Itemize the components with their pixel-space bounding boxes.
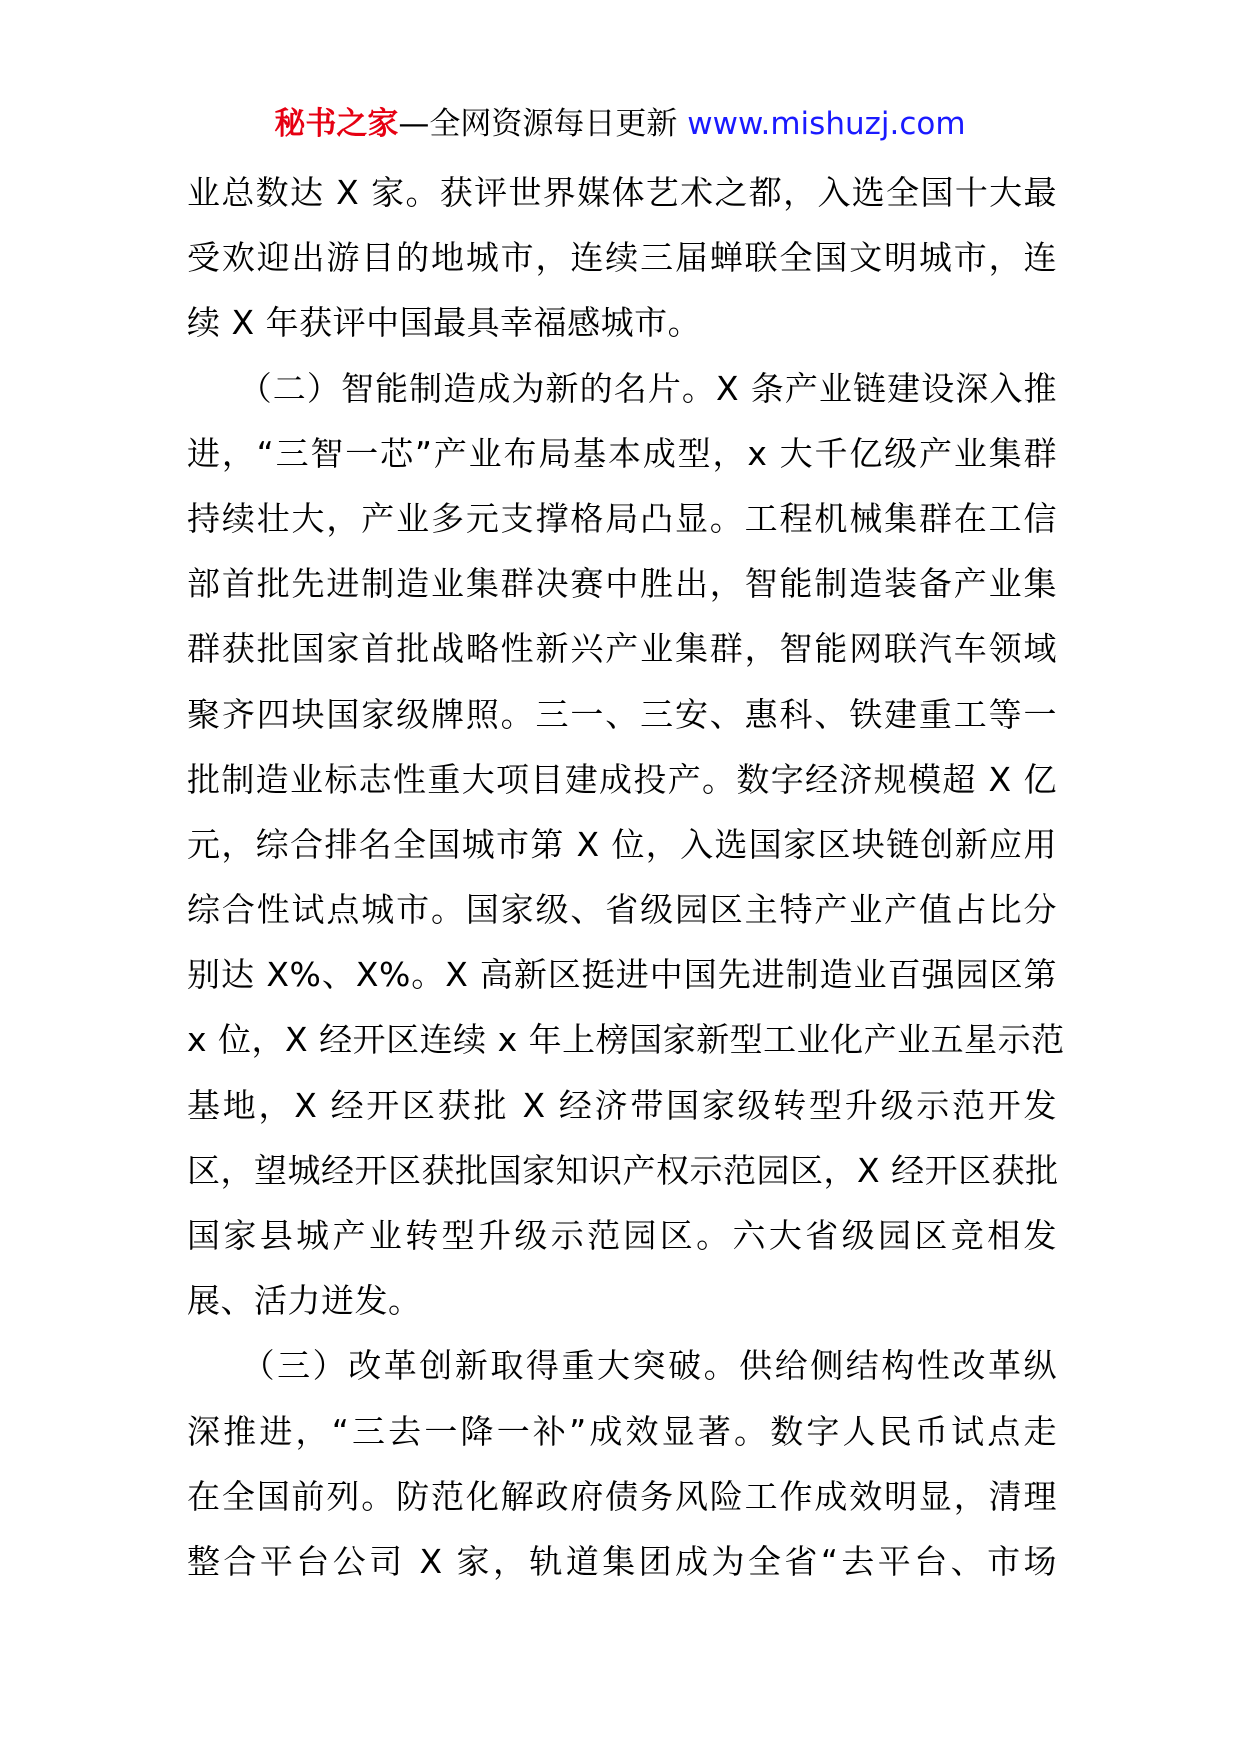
- site-url-link[interactable]: www.mishuzj.com: [687, 106, 966, 142]
- page-header: [0, 102, 1240, 146]
- text-line: 群获批国家首批战略性新兴产业集群，智能网联汽车领域: [187, 629, 1057, 669]
- text-line: 批制造业标志性重大项目建成投产。数字经济规模超 X 亿: [187, 759, 1057, 799]
- text-line: 续 X 年获评中国最具幸福感城市。: [187, 303, 702, 343]
- text-line: 持续壮大，产业多元支撑格局凸显。工程机械集群在工信: [187, 498, 1057, 538]
- text-line: 在全国前列。防范化解政府债务风险工作成效明显，清理: [187, 1476, 1057, 1516]
- text-line: 整合平台公司 X 家，轨道集团成为全省“去平台、市场: [187, 1541, 1057, 1581]
- text-line: 基地，X 经开区获批 X 经济带国家级转型升级示范开发: [187, 1085, 1057, 1125]
- text-line: 区，望城经开区获批国家知识产权示范园区，X 经开区获批: [187, 1150, 1059, 1190]
- text-line: 业总数达 X 家。获评世界媒体艺术之都，入选全国十大最: [187, 173, 1057, 212]
- text-line: 元，综合排名全国城市第 X 位，入选国家区块链创新应用: [187, 824, 1057, 864]
- text-line: x 位，X 经开区连续 x 年上榜国家新型工业化产业五星示范: [187, 1020, 1065, 1060]
- text-line: 受欢迎出游目的地城市，连续三届蝉联全国文明城市，连: [187, 238, 1057, 278]
- section-heading-line: （二）智能制造成为新的名片。X 条产业链建设深入推: [187, 368, 1057, 408]
- text-line: 国家县城产业转型升级示范园区。六大省级园区竞相发: [187, 1216, 1057, 1255]
- text-line: 进，“三智一芯”产业布局基本成型，x 大千亿级产业集群: [187, 433, 1057, 473]
- document-body: [187, 160, 1065, 1594]
- header-tagline: —全网资源每日更新: [398, 106, 678, 142]
- text-line: 深推进，“三去一降一补”成效显著。数字人民币试点走: [187, 1411, 1057, 1451]
- brand-name: 秘书之家: [274, 106, 399, 142]
- section-heading-line: （三）改革创新取得重大突破。供给侧结构性改革纵: [187, 1346, 1057, 1386]
- text-line: 部首批先进制造业集群决赛中胜出，智能制造装备产业集: [187, 564, 1057, 604]
- text-line: 聚齐四块国家级牌照。三一、三安、惠科、铁建重工等一: [187, 694, 1057, 734]
- text-line: 展、活力迸发。: [187, 1281, 422, 1321]
- text-line: 综合性试点城市。国家级、省级园区主特产业产值占比分: [187, 890, 1057, 930]
- text-line: 别达 X%、X%。X 高新区挺进中国先进制造业百强园区第: [187, 955, 1057, 995]
